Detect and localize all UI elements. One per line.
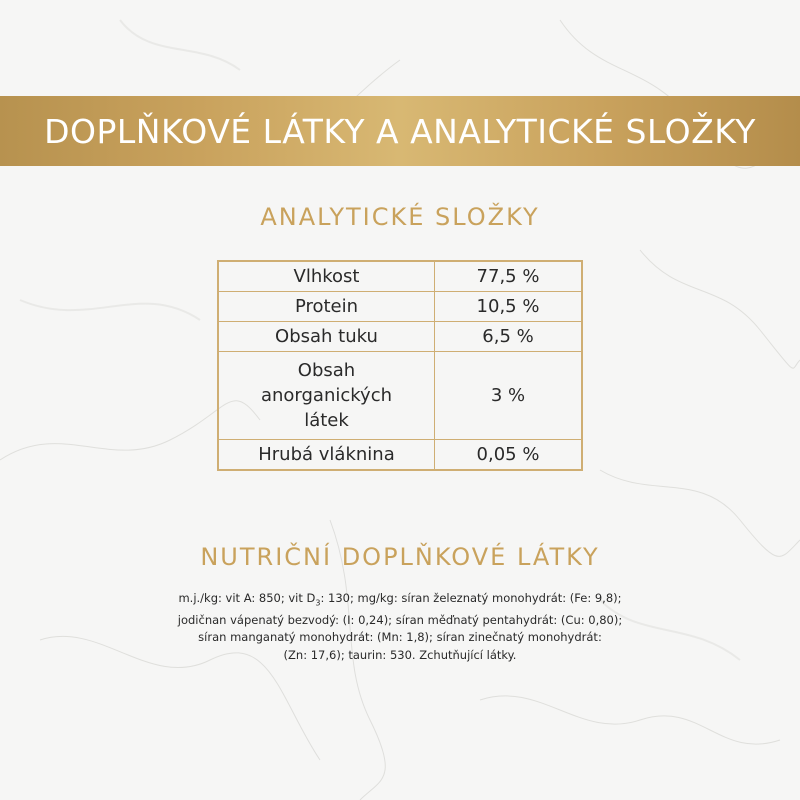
row-name: Vlhkost <box>218 261 435 292</box>
nutrition-line-1-subscript: 3 <box>315 598 321 608</box>
table-row <box>218 292 582 322</box>
row-value: 10,5 % <box>435 292 583 322</box>
nutrition-text <box>130 590 670 664</box>
table-row <box>218 322 582 352</box>
nutrition-line-3: síran manganatý monohydrát: (Mn: 1,8); síran zinečnatý monohydrát: <box>198 630 602 645</box>
analytic-section-title: ANALYTICKÉ SLOŽKY <box>260 203 540 231</box>
row-value: 0,05 % <box>435 440 583 471</box>
analytic-table <box>217 260 583 471</box>
row-name: Obsah tuku <box>218 322 435 352</box>
row-name: Hrubá vláknina <box>218 440 435 471</box>
nutrition-line-4: (Zn: 17,6); taurin: 530. Zchutňující látky. <box>283 647 517 662</box>
banner-title: DOPLŇKOVÉ LÁTKY A ANALYTICKÉ SLOŽKY <box>44 111 756 151</box>
row-value: 3 % <box>435 352 583 440</box>
header-banner <box>0 96 800 166</box>
row-value: 6,5 % <box>435 322 583 352</box>
row-value: 77,5 % <box>435 261 583 292</box>
row-name: Obsah anorganických látek <box>218 352 435 440</box>
row-name: Protein <box>218 292 435 322</box>
table-row <box>218 261 582 292</box>
nutrition-line-1b: : 130; mg/kg: síran železnatý monohydrát: (Fe: 9,8); <box>320 591 622 605</box>
table-row <box>218 440 582 471</box>
nutrition-line-2: jodičnan vápenatý bezvodý: (I: 0,24); síran měďnatý pentahydrát: (Cu: 0,80); <box>177 612 623 627</box>
nutrition-line-1a: m.j./kg: vit A: 850; vit D <box>178 591 316 605</box>
nutrition-section-title: NUTRIČNÍ DOPLŇKOVÉ LÁTKY <box>200 543 600 571</box>
table-row <box>218 352 582 440</box>
